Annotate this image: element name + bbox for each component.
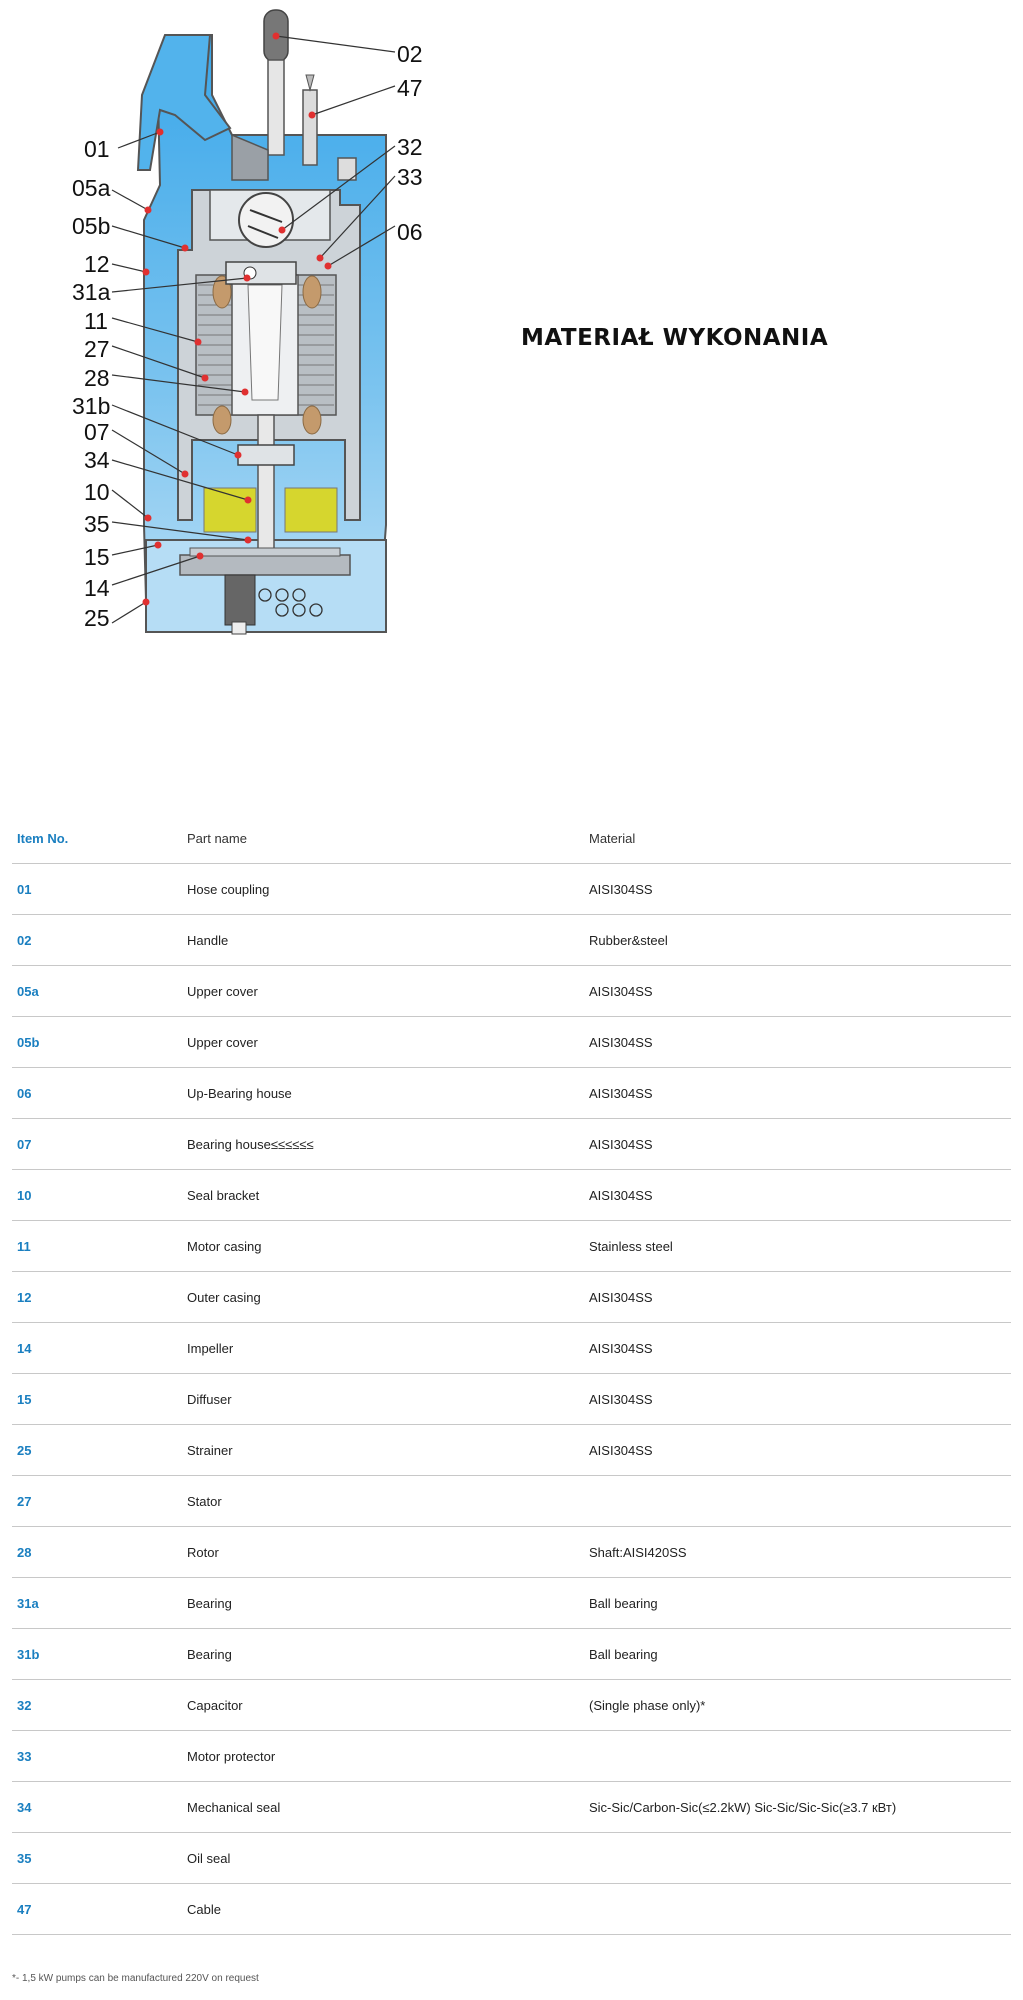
- part-name-cell: Upper cover: [182, 966, 584, 1017]
- table-row: [12, 966, 1011, 1017]
- item-no-cell: 14: [12, 1323, 182, 1374]
- material-cell: Stainless steel: [584, 1221, 1011, 1272]
- pump-cross-section-diagram: [0, 0, 440, 650]
- item-no-cell: 12: [12, 1272, 182, 1323]
- material-cell: [584, 1884, 1011, 1935]
- cable: [303, 90, 317, 165]
- table-row: [12, 1323, 1011, 1374]
- table-header-row: [12, 813, 1011, 864]
- material-cell: AISI304SS: [584, 1323, 1011, 1374]
- callout-07: 07: [84, 419, 110, 445]
- material-cell: [584, 1731, 1011, 1782]
- callout-28: 28: [84, 365, 110, 391]
- material-cell: Rubber&steel: [584, 915, 1011, 966]
- callout-05b: 05b: [72, 213, 111, 239]
- part-name-cell: Strainer: [182, 1425, 584, 1476]
- material-cell: Ball bearing: [584, 1629, 1011, 1680]
- table-row: [12, 1476, 1011, 1527]
- callout-12: 12: [84, 251, 110, 277]
- item-no-cell: 05a: [12, 966, 182, 1017]
- table-row: [12, 1068, 1011, 1119]
- callout-02: 02: [397, 41, 423, 67]
- capacitor-icon: [239, 193, 293, 247]
- material-cell: AISI304SS: [584, 1272, 1011, 1323]
- callout-27: 27: [84, 336, 110, 362]
- callout-31a: 31a: [72, 279, 111, 305]
- table-row: [12, 1221, 1011, 1272]
- part-name-cell: Stator: [182, 1476, 584, 1527]
- item-no-cell: 25: [12, 1425, 182, 1476]
- header-material: Material: [584, 813, 1011, 864]
- footnote: *- 1,5 kW pumps can be manufactured 220V on request: [12, 1973, 259, 1984]
- shaft: [258, 415, 274, 565]
- parts-materials-table: [12, 813, 1011, 1935]
- table-row: [12, 1629, 1011, 1680]
- callout-47: 47: [397, 75, 423, 101]
- part-name-cell: Diffuser: [182, 1374, 584, 1425]
- table-row: [12, 1731, 1011, 1782]
- header-part-name: Part name: [182, 813, 584, 864]
- table-row: [12, 1884, 1011, 1935]
- callout-01: 01: [84, 136, 110, 162]
- callout-06: 06: [397, 219, 423, 245]
- table-row: [12, 1170, 1011, 1221]
- part-name-cell: Upper cover: [182, 1017, 584, 1068]
- item-no-cell: 07: [12, 1119, 182, 1170]
- table-row: [12, 1374, 1011, 1425]
- item-no-cell: 06: [12, 1068, 182, 1119]
- material-cell: AISI304SS: [584, 1170, 1011, 1221]
- callout-05a: 05a: [72, 175, 111, 201]
- callout-33: 33: [397, 164, 423, 190]
- table-row: [12, 1680, 1011, 1731]
- item-no-cell: 01: [12, 864, 182, 915]
- part-name-cell: Oil seal: [182, 1833, 584, 1884]
- part-name-cell: Bearing: [182, 1578, 584, 1629]
- material-cell: Sic-Sic/Carbon-Sic(≤2.2kW) Sic-Sic/Sic-Sic(≥3.7 кВт): [584, 1782, 1011, 1833]
- header-item-no: Item No.: [12, 813, 182, 864]
- table-row: [12, 1578, 1011, 1629]
- impeller: [180, 555, 350, 575]
- table-row: [12, 1527, 1011, 1578]
- table-row: [12, 1017, 1011, 1068]
- callout-25: 25: [84, 605, 110, 631]
- material-cell: Ball bearing: [584, 1578, 1011, 1629]
- item-no-cell: 31b: [12, 1629, 182, 1680]
- table-row: [12, 864, 1011, 915]
- part-name-cell: Handle: [182, 915, 584, 966]
- item-no-cell: 31a: [12, 1578, 182, 1629]
- material-cell: Shaft:AISI420SS: [584, 1527, 1011, 1578]
- material-cell: AISI304SS: [584, 966, 1011, 1017]
- part-name-cell: Hose coupling: [182, 864, 584, 915]
- material-cell: AISI304SS: [584, 1374, 1011, 1425]
- item-no-cell: 47: [12, 1884, 182, 1935]
- part-name-cell: Mechanical seal: [182, 1782, 584, 1833]
- diffuser: [190, 548, 340, 556]
- section-heading: MATERIAŁ WYKONANIA: [521, 325, 829, 351]
- material-cell: AISI304SS: [584, 864, 1011, 915]
- table-row: [12, 915, 1011, 966]
- item-no-cell: 10: [12, 1170, 182, 1221]
- material-cell: AISI304SS: [584, 1119, 1011, 1170]
- callout-31b: 31b: [72, 393, 111, 419]
- item-no-cell: 35: [12, 1833, 182, 1884]
- part-name-cell: Bearing house≤≤≤≤≤≤: [182, 1119, 584, 1170]
- part-name-cell: Bearing: [182, 1629, 584, 1680]
- item-no-cell: 15: [12, 1374, 182, 1425]
- callout-10: 10: [84, 479, 110, 505]
- part-name-cell: Outer casing: [182, 1272, 584, 1323]
- part-name-cell: Seal bracket: [182, 1170, 584, 1221]
- table-row: [12, 1833, 1011, 1884]
- table-body: [12, 864, 1011, 1935]
- callout-14: 14: [84, 575, 110, 601]
- table-row: [12, 1119, 1011, 1170]
- item-no-cell: 34: [12, 1782, 182, 1833]
- material-cell: [584, 1833, 1011, 1884]
- callout-35: 35: [84, 511, 110, 537]
- item-no-cell: 02: [12, 915, 182, 966]
- table-row: [12, 1425, 1011, 1476]
- callout-11: 11: [84, 308, 108, 334]
- material-cell: AISI304SS: [584, 1068, 1011, 1119]
- part-name-cell: Motor protector: [182, 1731, 584, 1782]
- table-row: [12, 1782, 1011, 1833]
- part-name-cell: Up-Bearing house: [182, 1068, 584, 1119]
- callout-32: 32: [397, 134, 423, 160]
- material-cell: (Single phase only)*: [584, 1680, 1011, 1731]
- callout-15: 15: [84, 544, 110, 570]
- part-name-cell: Cable: [182, 1884, 584, 1935]
- part-name-cell: Impeller: [182, 1323, 584, 1374]
- material-cell: AISI304SS: [584, 1017, 1011, 1068]
- item-no-cell: 05b: [12, 1017, 182, 1068]
- part-name-cell: Rotor: [182, 1527, 584, 1578]
- item-no-cell: 27: [12, 1476, 182, 1527]
- material-cell: [584, 1476, 1011, 1527]
- item-no-cell: 32: [12, 1680, 182, 1731]
- part-name-cell: Capacitor: [182, 1680, 584, 1731]
- callout-34: 34: [84, 447, 110, 473]
- item-no-cell: 28: [12, 1527, 182, 1578]
- table-row: [12, 1272, 1011, 1323]
- item-no-cell: 11: [12, 1221, 182, 1272]
- item-no-cell: 33: [12, 1731, 182, 1782]
- part-name-cell: Motor casing: [182, 1221, 584, 1272]
- material-cell: AISI304SS: [584, 1425, 1011, 1476]
